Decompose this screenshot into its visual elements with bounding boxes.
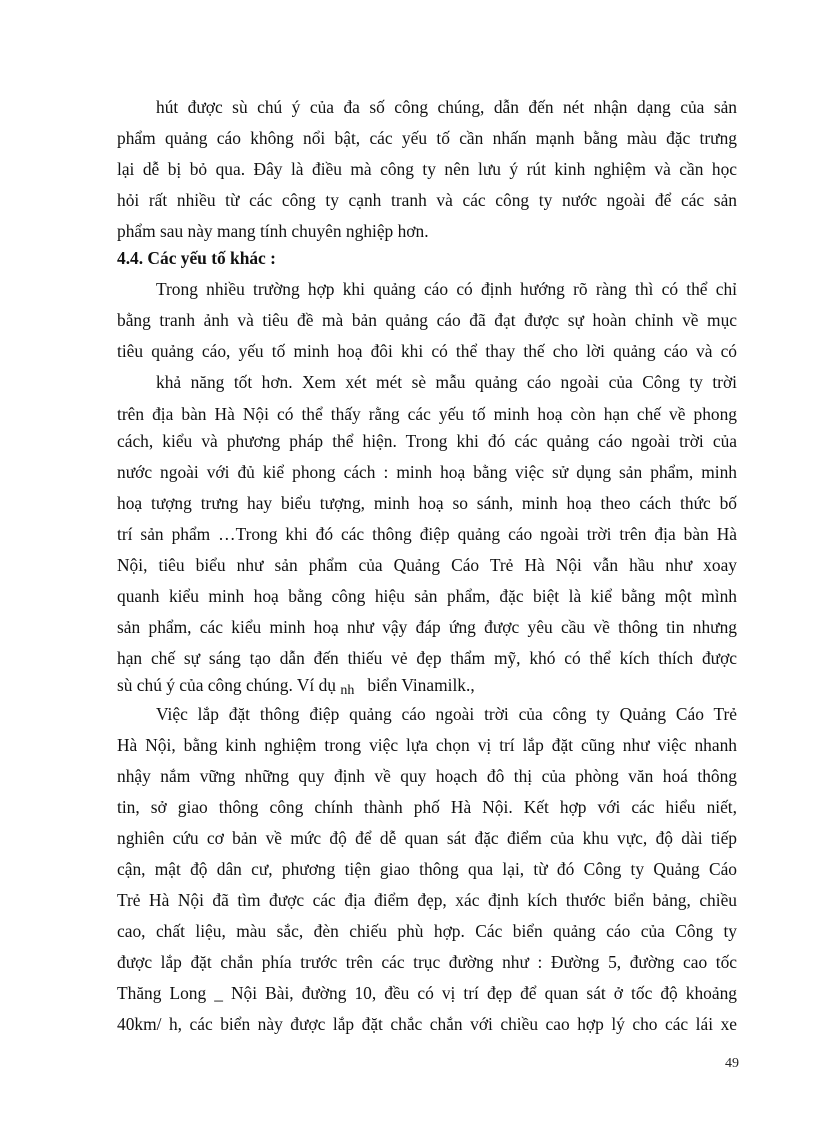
text-line: Việc lắp đặt thông điệp quảng cáo ngoài trời của công ty Quảng Cáo Trẻ xyxy=(156,704,737,724)
section-heading: 4.4. Các yếu tố khác : xyxy=(117,248,276,268)
text-line xyxy=(117,674,737,699)
text-line: trí sản phẩm …Trong khi đó các thông điệp quảng cáo ngoài trời trên địa bàn Hà xyxy=(117,524,737,544)
text-line: được lắp đặt chắn phía trước trên các trục đường như : Đường 5, đường cao tốc xyxy=(117,952,737,972)
text-line: tiêu quảng cáo, yếu tố minh hoạ đôi khi có thể thay thế cho lời quảng cáo và có xyxy=(117,341,737,361)
text-line: trên địa bàn Hà Nội có thể thấy rằng các yếu tố minh hoạ còn hạn chế về phong xyxy=(117,404,737,424)
page-number: 49 xyxy=(725,1056,739,1071)
text-line: bằng tranh ảnh và tiêu đề mà bản quảng cáo đã đạt được sự hoàn chỉnh về mục xyxy=(117,310,737,330)
text-line: Thăng Long _ Nội Bài, đường 10, đều có vị trí đẹp để quan sát ở tốc độ khoảng xyxy=(117,983,737,1003)
text-line: nghiên cứu cơ bản về mức độ để dễ quan sát đặc điểm của khu vực, độ dài tiếp xyxy=(117,828,737,848)
text-line: Nội, tiêu biểu như sản phẩm của Quảng Cáo Trẻ Hà Nội vẫn hầu như xoay xyxy=(117,555,737,575)
text-line: Trẻ Hà Nội đã tìm được các địa điểm đẹp, xác định kích thước biển bảng, chiều xyxy=(117,890,737,910)
text-line: Hà Nội, bằng kinh nghiệm trong việc lựa chọn vị trí lắp đặt cũng như việc nhanh xyxy=(117,735,737,755)
text-line: cách, kiểu và phương pháp thể hiện. Trong khi đó các quảng cáo ngoài trời của xyxy=(117,431,737,451)
subscript-text: nh xyxy=(340,683,355,698)
text-segment: biển Vinamilk., xyxy=(354,675,475,695)
text-line: nước ngoài với đủ kiể phong cách : minh hoạ bằng việc sử dụng sản phẩm, minh xyxy=(117,462,737,482)
text-line: phẩm sau này mang tính chuyên nghiệp hơn. xyxy=(117,221,429,241)
text-line: khả năng tốt hơn. Xem xét mét sè mẫu quảng cáo ngoài của Công ty trời xyxy=(156,372,737,392)
text-line: cao, chất liệu, màu sắc, đèn chiếu phù hợp. Các biển quảng cáo của Công ty xyxy=(117,921,737,941)
text-line: hỏi rất nhiều từ các công ty cạnh tranh và các công ty nước ngoài để các sản xyxy=(117,190,737,210)
text-line: phẩm quảng cáo không nổi bật, các yếu tố cần nhấn mạnh bằng màu đặc trưng xyxy=(117,128,737,148)
text-line: nhậy nắm vững những quy định về quy hoạch đô thị của phòng văn hoá thông xyxy=(117,766,737,786)
text-segment: sù chú ý của công chúng. Ví dụ xyxy=(117,675,341,695)
text-line: hút được sù chú ý của đa số công chúng, dẫn đến nét nhận dạng của sản xyxy=(156,97,737,117)
text-line: sản phẩm, các kiểu minh hoạ như vậy đáp ứng được yêu cầu về thông tin nhưng xyxy=(117,617,737,637)
text-line: Trong nhiều trường hợp khi quảng cáo có định hướng rõ ràng thì có thể chỉ xyxy=(156,279,737,299)
text-line: quanh kiểu minh hoạ bằng công hiệu sản phẩm, đặc biệt là kiể bằng một mình xyxy=(117,586,737,606)
text-line: cận, mật độ dân cư, phương tiện giao thông qua lại, từ đó Công ty Quảng Cáo xyxy=(117,859,737,879)
text-line: tin, sở giao thông công chính thành phố Hà Nội. Kết hợp với các hiểu niết, xyxy=(117,797,737,817)
text-line: 40km/ h, các biển này được lắp đặt chắc chắn với chiều cao hợp lý cho các lái xe xyxy=(117,1014,737,1034)
text-line: hạn chế sự sáng tạo dẫn đến thiếu vẻ đẹp thẩm mỹ, khó có thể kích thích được xyxy=(117,648,737,668)
text-line: lại dễ bị bỏ qua. Đây là điều mà công ty nên lưu ý rút kinh nghiệm và cần học xyxy=(117,159,737,179)
text-line: hoạ tượng trưng hay biểu tượng, minh hoạ so sánh, minh hoạ theo cách thức bố xyxy=(117,493,737,513)
